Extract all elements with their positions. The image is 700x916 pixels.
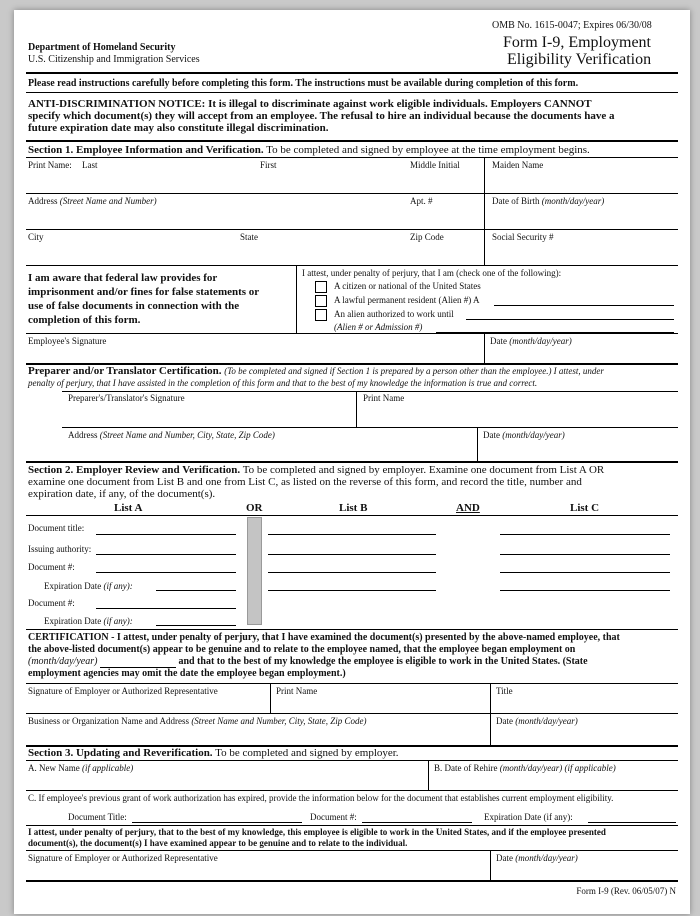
section1-title: Section 1. Employee Information and Verification. — [28, 144, 264, 156]
department-name: Department of Homeland Security — [28, 42, 176, 53]
divider — [477, 427, 478, 461]
issuing-authority-label: Issuing authority: — [28, 544, 92, 554]
divider — [490, 850, 491, 880]
maiden-name-label: Maiden Name — [492, 160, 544, 170]
employee-signature-label: Employee's Signature — [28, 336, 107, 346]
preparer-date-label — [483, 430, 565, 440]
and-label: AND — [456, 502, 480, 514]
preparer-heading — [28, 365, 604, 377]
divider — [484, 157, 485, 193]
print-name-label: Print Name: — [28, 160, 72, 170]
aware-line1: I am aware that federal law provides for — [28, 272, 218, 284]
rehire-text: B. Date of Rehire — [434, 763, 498, 773]
divider — [26, 760, 678, 761]
zip-label: Zip Code — [410, 232, 444, 242]
aware-line4: completion of this form. — [28, 314, 141, 326]
notice-line3: future expiration date may also constitute illegal discrimination. — [28, 122, 329, 134]
section3-heading — [28, 747, 399, 759]
business-label-text: Business or Organization Name and Address — [28, 716, 190, 726]
omb-number: OMB No. 1615-0047; Expires 06/30/08 — [492, 20, 652, 31]
cert-date-hint: (month/day/year) — [28, 656, 98, 667]
employer-date-hint: (month/day/year) — [515, 716, 578, 726]
list-b-doc-number-line[interactable] — [268, 572, 436, 573]
permanent-resident-checkbox[interactable] — [315, 295, 327, 307]
exp-date-text-2: Expiration Date — [44, 616, 102, 626]
divider — [484, 193, 485, 229]
s3-date-hint: (month/day/year) — [515, 853, 578, 863]
list-c-issuing-line[interactable] — [500, 554, 670, 555]
s3-exp-date-label: Expiration Date (if any): — [484, 812, 573, 822]
section3-subtitle: To be completed and signed by employer. — [215, 747, 399, 759]
list-b-header: List B — [339, 502, 368, 514]
cert-line1: CERTIFICATION - I attest, under penalty of perjury, that I have examined the document(s) presented by the above-named employee, that — [28, 632, 620, 643]
preparer-address-label — [68, 430, 275, 440]
citizen-label: A citizen or national of the United States — [334, 281, 481, 291]
state-label: State — [240, 232, 258, 242]
exp-date-text: Expiration Date — [44, 581, 102, 591]
cert-begin-date-line[interactable] — [100, 656, 176, 668]
instructions-text: Please read instructions carefully before completing this form. The instructions must be available during completion of this form. — [28, 78, 579, 89]
form-title-line2: Eligibility Verification — [507, 51, 652, 68]
employer-title-label: Title — [496, 686, 513, 696]
divider — [62, 391, 678, 392]
divider — [26, 92, 678, 93]
business-address-label — [28, 716, 366, 726]
s3-date-text: Date — [496, 853, 513, 863]
doc-number-label: Document #: — [28, 562, 75, 572]
alien-authorized-checkbox[interactable] — [315, 309, 327, 321]
divider — [62, 427, 678, 428]
rehire-hint: (month/day/year) (if applicable) — [499, 763, 616, 773]
preparer-address-hint: (Street Name and Number, City, State, Zip Code) — [99, 430, 275, 440]
s3-doc-number-line[interactable] — [362, 822, 472, 823]
header-divider — [26, 72, 678, 74]
divider — [26, 229, 678, 230]
divider — [428, 760, 429, 790]
preparer-text1: (To be completed and signed if Section 1 is prepared by a person other than the employee.) I attest, under — [224, 366, 604, 376]
notice-line2: specify which document(s) they will accept from an employee. The refusal to hire an individual because the documents have a — [28, 110, 615, 122]
s3-exp-date-line[interactable] — [588, 822, 676, 823]
section2-text2: examine one document from List B and one from List C, as listed on the reverse of this form, and record the title, number and — [28, 476, 582, 488]
new-name-label — [28, 763, 133, 773]
divider — [26, 825, 678, 826]
address-label — [28, 196, 157, 206]
employer-date-text: Date — [496, 716, 513, 726]
reverification-instruction: C. If employee's previous grant of work authorization has expired, provide the information below for the document that establishes current employment eligibility. — [28, 793, 614, 803]
divider — [26, 157, 678, 158]
divider — [26, 140, 678, 142]
divider — [26, 629, 678, 630]
divider — [26, 461, 678, 463]
exp-date-hint-2: (if any): — [103, 616, 133, 626]
apt-label: Apt. # — [410, 196, 433, 206]
preparer-date-text: Date — [483, 430, 500, 440]
divider — [26, 880, 678, 882]
section1-heading — [28, 144, 590, 156]
divider — [484, 333, 485, 363]
agency-name: U.S. Citizenship and Immigration Services — [28, 54, 200, 65]
divider — [26, 713, 678, 714]
date-label-text: Date — [490, 336, 507, 346]
citizen-checkbox[interactable] — [315, 281, 327, 293]
s3-doc-number-label: Document #: — [310, 812, 357, 822]
section2-heading — [28, 464, 604, 476]
s3-date-label — [496, 853, 578, 863]
city-label: City — [28, 232, 44, 242]
divider — [490, 683, 491, 745]
list-a-exp-date-line[interactable] — [156, 590, 236, 591]
aware-line2: imprisonment and/or fines for false statements or — [28, 286, 260, 298]
ssn-label: Social Security # — [492, 232, 554, 242]
divider — [270, 683, 271, 713]
divider — [26, 515, 678, 516]
list-b-exp-date-line[interactable] — [268, 590, 436, 591]
s3-attest-line2: document(s), the document(s) I have examined appear to be genuine and to relate to the individual. — [28, 838, 408, 848]
form-i9-page — [14, 10, 690, 914]
section3-title: Section 3. Updating and Reverification. — [28, 747, 213, 759]
preparer-signature-label: Preparer's/Translator's Signature — [68, 393, 185, 403]
alien-number-line[interactable] — [494, 305, 674, 306]
list-a-issuing-line[interactable] — [96, 554, 236, 555]
dob-label — [492, 196, 604, 206]
aware-line3: use of false documents in connection with the — [28, 300, 240, 312]
divider — [26, 683, 678, 684]
s3-doc-title-line[interactable] — [132, 822, 302, 823]
divider — [296, 265, 297, 333]
list-c-header: List C — [570, 502, 600, 514]
alien-number-hint: (Alien # or Admission #) — [334, 322, 423, 332]
cert-line3 — [28, 656, 588, 668]
section2-text3: expiration date, if any, of the document(s). — [28, 488, 216, 500]
doc-title-label: Document title: — [28, 523, 85, 533]
list-c-exp-date-line[interactable] — [500, 590, 670, 591]
section2-text1: To be completed and signed by employer. Examine one document from List A OR — [242, 464, 605, 476]
s3-signature-label: Signature of Employer or Authorized Representative — [28, 853, 218, 863]
employer-signature-label: Signature of Employer or Authorized Representative — [28, 686, 218, 696]
divider — [26, 265, 678, 266]
divider — [484, 229, 485, 265]
employee-date-label — [490, 336, 572, 346]
list-a-exp-date-line-2[interactable] — [156, 625, 236, 626]
rehire-date-label — [434, 763, 616, 773]
list-a-doc-title-line[interactable] — [96, 534, 236, 535]
new-name-hint: (if applicable) — [81, 763, 134, 773]
or-separator-bar — [247, 517, 262, 625]
dob-hint: (month/day/year) — [541, 196, 605, 206]
form-revision: Form I-9 (Rev. 06/05/07) N — [576, 886, 676, 896]
address-label-text: Address — [28, 196, 58, 206]
section1-subtitle: To be completed and signed by employee at the time employment begins. — [266, 144, 590, 156]
list-a-doc-number-line-2[interactable] — [96, 608, 236, 609]
doc-number-label-2: Document #: — [28, 598, 75, 608]
exp-date-label — [44, 581, 133, 591]
dob-label-text: Date of Birth — [492, 196, 540, 206]
list-a-doc-number-line[interactable] — [96, 572, 236, 573]
notice-line1: ANTI-DISCRIMINATION NOTICE: It is illegal to discriminate against work eligible individuals. Employers CANNOT — [28, 98, 592, 110]
preparer-text2: penalty of perjury, that I have assisted in the completion of this form and that to the best of my knowledge the information is true and correct. — [28, 378, 538, 388]
list-b-doc-title-line[interactable] — [268, 534, 436, 535]
preparer-address-text: Address — [68, 430, 98, 440]
preparer-title: Preparer and/or Translator Certification. — [28, 365, 222, 377]
cert-line2: the above-listed document(s) appear to be genuine and to relate to the employee named, that the employee began employment on — [28, 644, 576, 655]
divider — [26, 850, 678, 851]
divider — [356, 391, 357, 427]
list-a-header: List A — [114, 502, 143, 514]
address-hint: (Street Name and Number) — [59, 196, 157, 206]
employer-print-name-label: Print Name — [276, 686, 318, 696]
first-name-label: First — [260, 160, 277, 170]
divider — [26, 790, 678, 791]
middle-initial-label: Middle Initial — [410, 160, 460, 170]
authorized-until-line[interactable] — [466, 319, 674, 320]
preparer-print-name-label: Print Name — [363, 393, 405, 403]
exp-date-label-2 — [44, 616, 133, 626]
cert-line3-text: and that to the best of my knowledge the employee is eligible to work in the United States. (State — [178, 656, 588, 667]
list-c-doc-title-line[interactable] — [500, 534, 670, 535]
form-title-line1: Form I-9, Employment — [503, 34, 651, 51]
list-b-issuing-line[interactable] — [268, 554, 436, 555]
permanent-resident-label: A lawful permanent resident (Alien #) A — [334, 295, 480, 305]
s3-attest-line1: I attest, under penalty of perjury, that to the best of my knowledge, this employee is eligible to work in the United States, and if the employee presented — [28, 827, 606, 837]
divider — [26, 193, 678, 194]
exp-date-hint: (if any): — [103, 581, 133, 591]
last-name-label: Last — [82, 160, 98, 170]
employer-date-label — [496, 716, 578, 726]
business-hint: (Street Name and Number, City, State, Zip Code) — [191, 716, 367, 726]
alien-authorized-label: An alien authorized to work until — [334, 309, 454, 319]
s3-doc-title-label: Document Title: — [68, 812, 127, 822]
cert-line4: employment agencies may omit the date the employee began employment.) — [28, 668, 346, 679]
date-hint: (month/day/year) — [509, 336, 572, 346]
new-name-text: A. New Name — [28, 763, 80, 773]
list-c-doc-number-line[interactable] — [500, 572, 670, 573]
or-label: OR — [246, 502, 263, 514]
attest-text: I attest, under penalty of perjury, that I am (check one of the following): — [302, 268, 562, 278]
section2-title: Section 2. Employer Review and Verification. — [28, 464, 241, 476]
divider — [26, 333, 678, 334]
preparer-date-hint: (month/day/year) — [502, 430, 565, 440]
